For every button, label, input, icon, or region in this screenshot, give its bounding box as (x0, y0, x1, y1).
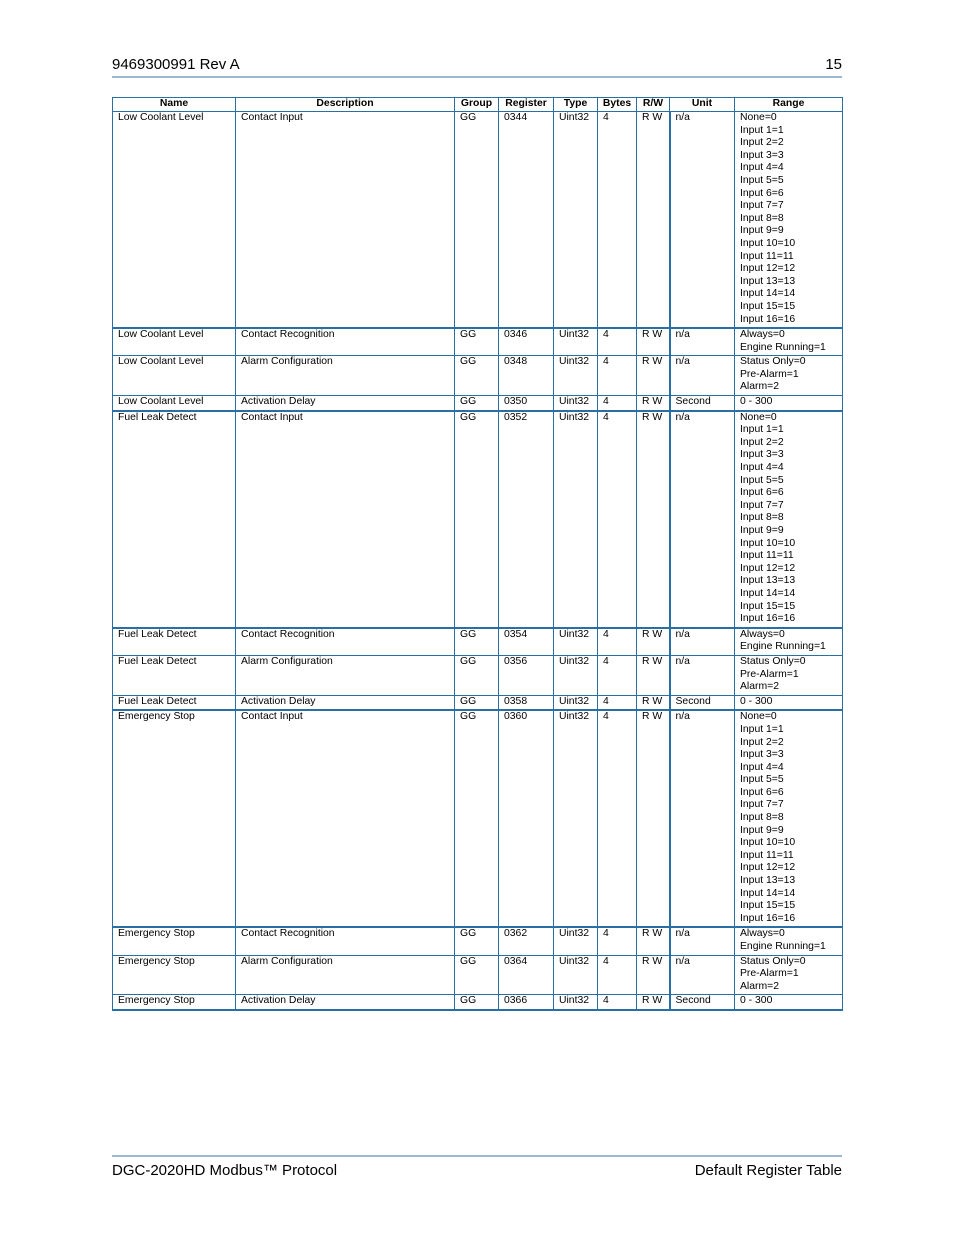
range-value: Alarm=2 (740, 381, 779, 393)
range-value: Input 14=14 (740, 887, 796, 899)
cell-rw: R W (637, 710, 670, 927)
column-header-name: Name (113, 98, 236, 112)
range-value: Input 12=12 (740, 862, 796, 874)
table-row (113, 328, 843, 356)
range-value: Status Only=0 (740, 955, 806, 967)
range-value: Always=0 (740, 329, 785, 341)
range-value: Input 6=6 (740, 187, 784, 199)
cell-group: GG (455, 995, 499, 1010)
cell-name: Fuel Leak Detect (113, 628, 236, 656)
table-row (113, 655, 843, 695)
cell-description: Activation Delay (236, 695, 455, 710)
register-table (112, 97, 843, 1011)
cell-name: Fuel Leak Detect (113, 695, 236, 710)
cell-rw: R W (637, 927, 670, 955)
cell-type: Uint32 (554, 710, 598, 927)
range-value: Input 8=8 (740, 212, 784, 224)
range-value: Input 8=8 (740, 512, 784, 524)
cell-unit: n/a (670, 927, 735, 955)
range-value: Input 3=3 (740, 149, 784, 161)
range-value: 0 - 300 (740, 396, 773, 408)
footer-section-title: Default Register Table (694, 1162, 842, 1179)
range-value: Input 2=2 (740, 436, 784, 448)
cell-register: 0348 (499, 356, 554, 396)
cell-description: Alarm Configuration (236, 655, 455, 695)
range-value: Input 12=12 (740, 562, 796, 574)
range-value: Input 5=5 (740, 774, 784, 786)
cell-unit: Second (670, 396, 735, 411)
range-value: Input 12=12 (740, 263, 796, 275)
cell-bytes: 4 (598, 695, 637, 710)
range-value: Input 9=9 (740, 525, 784, 536)
range-value: Input 15=15 (740, 300, 796, 312)
cell-range (735, 112, 843, 329)
range-value: Input 3=3 (740, 749, 784, 761)
cell-bytes: 4 (598, 112, 637, 329)
cell-group: GG (455, 328, 499, 356)
range-value: Input 7=7 (740, 200, 784, 212)
cell-register: 0346 (499, 328, 554, 356)
range-value: Input 10=10 (740, 837, 796, 849)
cell-rw: R W (637, 995, 670, 1010)
cell-range (735, 655, 843, 695)
cell-rw: R W (637, 695, 670, 710)
range-value: Input 4=4 (740, 462, 784, 474)
cell-rw: R W (637, 628, 670, 656)
cell-register: 0350 (499, 396, 554, 411)
range-value: None=0 (740, 411, 777, 423)
page-footer (112, 1155, 842, 1179)
column-header-type: Type (554, 98, 598, 112)
range-value: Engine Running=1 (740, 641, 826, 653)
range-value: Input 1=1 (740, 124, 784, 136)
range-value: Input 6=6 (740, 786, 784, 798)
cell-description: Alarm Configuration (236, 955, 455, 995)
cell-group: GG (455, 927, 499, 955)
table-row (113, 995, 843, 1010)
cell-description: Contact Input (236, 710, 455, 927)
range-value: Input 8=8 (740, 812, 784, 824)
cell-register: 0356 (499, 655, 554, 695)
cell-unit: Second (670, 695, 735, 710)
column-header-group: Group (455, 98, 499, 112)
cell-name: Emergency Stop (113, 710, 236, 927)
range-value: Input 13=13 (740, 875, 796, 887)
table-row (113, 710, 843, 927)
range-value: Input 15=15 (740, 600, 796, 612)
range-value: None=0 (740, 112, 777, 123)
table-row (113, 112, 843, 329)
range-value: Alarm=2 (740, 980, 779, 992)
range-value: Input 13=13 (740, 275, 796, 287)
cell-group: GG (455, 112, 499, 329)
cell-type: Uint32 (554, 356, 598, 396)
cell-rw: R W (637, 396, 670, 411)
range-value: Status Only=0 (740, 356, 806, 368)
cell-type: Uint32 (554, 927, 598, 955)
cell-unit: n/a (670, 356, 735, 396)
cell-group: GG (455, 695, 499, 710)
range-value: Engine Running=1 (740, 941, 826, 952)
cell-group: GG (455, 955, 499, 995)
range-value: Input 7=7 (740, 799, 784, 811)
cell-register: 0364 (499, 955, 554, 995)
cell-name: Emergency Stop (113, 927, 236, 955)
cell-bytes: 4 (598, 995, 637, 1010)
range-value: Engine Running=1 (740, 341, 826, 353)
cell-range (735, 396, 843, 411)
column-header-range: Range (735, 98, 843, 112)
range-value: Input 4=4 (740, 162, 784, 174)
cell-type: Uint32 (554, 396, 598, 411)
cell-register: 0360 (499, 710, 554, 927)
cell-range (735, 328, 843, 356)
range-value: Input 10=10 (740, 237, 796, 249)
range-value: Input 16=16 (740, 313, 796, 325)
range-value: Input 6=6 (740, 487, 784, 499)
range-value: Input 13=13 (740, 575, 796, 587)
cell-bytes: 4 (598, 328, 637, 356)
cell-rw: R W (637, 655, 670, 695)
cell-unit: n/a (670, 112, 735, 329)
cell-bytes: 4 (598, 655, 637, 695)
range-value: Always=0 (740, 928, 785, 940)
cell-description: Alarm Configuration (236, 356, 455, 396)
column-header-description: Description (236, 98, 455, 112)
table-row (113, 927, 843, 955)
range-value: Input 9=9 (740, 824, 784, 836)
page-number: 15 (825, 56, 842, 73)
range-value: Input 16=16 (740, 912, 796, 924)
cell-type: Uint32 (554, 411, 598, 628)
range-value: Input 15=15 (740, 900, 796, 912)
cell-range (735, 927, 843, 955)
range-value: 0 - 300 (740, 995, 773, 1007)
cell-range (735, 411, 843, 628)
range-value: Input 14=14 (740, 587, 796, 599)
cell-type: Uint32 (554, 955, 598, 995)
cell-unit: n/a (670, 710, 735, 927)
table-body (113, 112, 843, 1010)
column-header-bytes: Bytes (598, 98, 637, 112)
range-value: Input 14=14 (740, 288, 796, 300)
range-value: Input 1=1 (740, 723, 784, 735)
range-value: Input 16=16 (740, 613, 796, 625)
cell-register: 0358 (499, 695, 554, 710)
cell-range (735, 995, 843, 1010)
cell-group: GG (455, 655, 499, 695)
range-value: Input 7=7 (740, 499, 784, 511)
cell-rw: R W (637, 356, 670, 396)
cell-unit: n/a (670, 955, 735, 995)
range-value: Status Only=0 (740, 655, 806, 667)
document-number: 9469300991 Rev A (112, 56, 240, 73)
cell-bytes: 4 (598, 356, 637, 396)
cell-unit: Second (670, 995, 735, 1010)
cell-bytes: 4 (598, 710, 637, 927)
range-value: 0 - 300 (740, 695, 773, 707)
cell-register: 0366 (499, 995, 554, 1010)
cell-register: 0354 (499, 628, 554, 656)
cell-bytes: 4 (598, 411, 637, 628)
range-value: Pre-Alarm=1 (740, 968, 799, 980)
cell-group: GG (455, 710, 499, 927)
footer-document-title: DGC-2020HD Modbus™ Protocol (112, 1162, 338, 1179)
cell-register: 0344 (499, 112, 554, 329)
cell-rw: R W (637, 328, 670, 356)
table-row (113, 695, 843, 710)
cell-type: Uint32 (554, 112, 598, 329)
cell-unit: n/a (670, 655, 735, 695)
range-value: Pre-Alarm=1 (740, 368, 799, 380)
range-value: Input 3=3 (740, 449, 784, 461)
cell-description: Activation Delay (236, 995, 455, 1010)
cell-group: GG (455, 628, 499, 656)
cell-name: Fuel Leak Detect (113, 655, 236, 695)
range-value: Input 5=5 (740, 174, 784, 186)
cell-range (735, 356, 843, 396)
cell-bytes: 4 (598, 396, 637, 411)
range-value: Input 11=11 (740, 849, 794, 861)
range-value: Input 1=1 (740, 424, 784, 436)
range-value: Input 10=10 (740, 537, 796, 549)
cell-description: Contact Recognition (236, 628, 455, 656)
range-value: Input 5=5 (740, 474, 784, 486)
column-header-register: Register (499, 98, 554, 112)
cell-description: Contact Recognition (236, 328, 455, 356)
range-value: Input 2=2 (740, 137, 784, 149)
cell-type: Uint32 (554, 695, 598, 710)
cell-type: Uint32 (554, 655, 598, 695)
cell-rw: R W (637, 411, 670, 628)
cell-name: Fuel Leak Detect (113, 411, 236, 628)
table-header-row (113, 98, 843, 112)
cell-register: 0362 (499, 927, 554, 955)
cell-description: Contact Input (236, 411, 455, 628)
page-header (112, 56, 842, 78)
cell-type: Uint32 (554, 328, 598, 356)
cell-rw: R W (637, 112, 670, 329)
cell-description: Contact Recognition (236, 927, 455, 955)
cell-type: Uint32 (554, 995, 598, 1010)
range-value: Input 11=11 (740, 550, 794, 562)
cell-name: Low Coolant Level (113, 396, 236, 411)
cell-group: GG (455, 411, 499, 628)
cell-bytes: 4 (598, 628, 637, 656)
table-row (113, 955, 843, 995)
table-row (113, 396, 843, 411)
cell-range (735, 695, 843, 710)
cell-range (735, 955, 843, 995)
cell-bytes: 4 (598, 955, 637, 995)
cell-description: Contact Input (236, 112, 455, 329)
range-value: Alarm=2 (740, 681, 779, 693)
cell-type: Uint32 (554, 628, 598, 656)
column-header-rw: R/W (637, 98, 670, 112)
range-value: Always=0 (740, 628, 785, 640)
cell-name: Low Coolant Level (113, 356, 236, 396)
range-value: None=0 (740, 711, 777, 723)
range-value: Input 4=4 (740, 761, 784, 773)
cell-name: Emergency Stop (113, 995, 236, 1010)
column-header-unit: Unit (670, 98, 735, 112)
cell-range (735, 628, 843, 656)
cell-description: Activation Delay (236, 396, 455, 411)
range-value: Pre-Alarm=1 (740, 668, 799, 680)
cell-register: 0352 (499, 411, 554, 628)
cell-group: GG (455, 396, 499, 411)
cell-unit: n/a (670, 411, 735, 628)
cell-unit: n/a (670, 628, 735, 656)
range-value: Input 9=9 (740, 225, 784, 237)
range-value: Input 2=2 (740, 736, 784, 748)
table-row (113, 356, 843, 396)
range-value: Input 11=11 (740, 250, 794, 262)
cell-bytes: 4 (598, 927, 637, 955)
cell-name: Low Coolant Level (113, 328, 236, 356)
cell-group: GG (455, 356, 499, 396)
cell-name: Emergency Stop (113, 955, 236, 995)
table-row (113, 628, 843, 656)
cell-rw: R W (637, 955, 670, 995)
table-row (113, 411, 843, 628)
cell-name: Low Coolant Level (113, 112, 236, 329)
cell-unit: n/a (670, 328, 735, 356)
cell-range (735, 710, 843, 927)
